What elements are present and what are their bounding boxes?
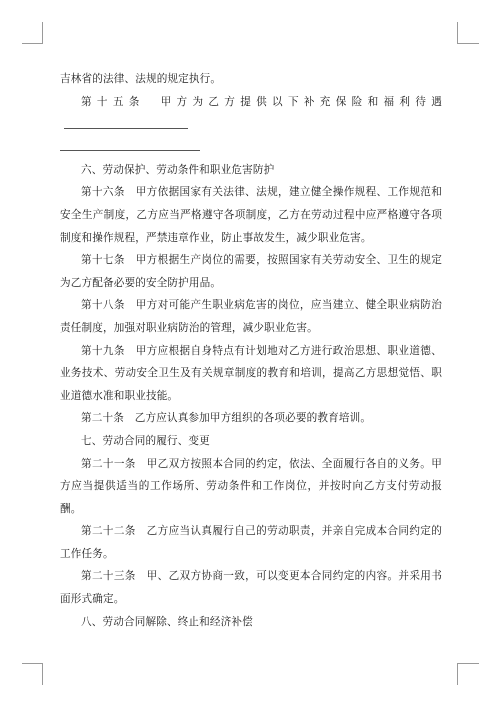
crop-mark-top-left-v <box>42 22 43 44</box>
article-19: 第十九条 甲方应根据自身特点有计划地对乙方进行政治思想、职业道德、业务技术、劳动安全卫生及有关规章制度的教育和培训，提高乙方思想觉悟、职业道德水准和职业技能。 <box>60 344 442 402</box>
crop-mark-bottom-left-v <box>42 663 43 685</box>
section-heading-7: 七、劳动合同的履行、变更 <box>81 434 210 447</box>
article-18: 第十八条 甲方对可能产生职业病危害的岗位，应当建立、健全职业病防治责任制度，加强对职业病防治的管理，减少职业危害。 <box>60 299 442 334</box>
fill-in-blank-line <box>64 117 188 129</box>
article-22: 第二十二条 乙方应当认真履行自己的劳动职责，并亲自完成本合同约定的工作任务。 <box>60 525 442 560</box>
article-20: 第二十条 乙方应认真参加甲方组织的各项必要的教育培训。 <box>81 412 372 425</box>
document-body <box>60 68 442 633</box>
article-15-text: 第十五条 甲方为乙方提供以下补充保险和福利待遇 <box>81 95 442 108</box>
fill-in-blank-line-2 <box>60 136 200 151</box>
article-17: 第十七条 甲方根据生产岗位的需要，按照国家有关劳动安全、卫生的规定为乙方配备必要的安全防护用品。 <box>60 254 442 289</box>
paragraph-continuation: 吉林省的法律、法规的规定执行。 <box>60 73 222 85</box>
crop-mark-top-left-h <box>22 43 43 44</box>
section-heading-8: 八、劳动合同解除、终止和经济补偿 <box>81 615 253 628</box>
crop-mark-bottom-right-v <box>457 663 458 685</box>
article-16: 第十六条 甲方依据国家有关法律、法规，建立健全操作规程、工作规范和安全生产制度，乙方应当严格遵守各项制度，乙方在劳动过程中应严格遵守各项制度和操作规程，严禁违章作业，防止事故发生，减少职业危害。 <box>60 186 442 244</box>
crop-mark-bottom-right-h <box>458 663 479 664</box>
article-15 <box>60 91 442 136</box>
article-21: 第二十一条 甲乙双方按照本合同的约定，依法、全面履行各自的义务。甲方应当提供适当的工作场所、劳动条件和工作岗位，并按时向乙方支付劳动报酬。 <box>60 457 442 515</box>
crop-mark-top-right-h <box>458 43 479 44</box>
crop-mark-top-right-v <box>457 22 458 44</box>
crop-mark-bottom-left-h <box>22 663 43 664</box>
section-heading-6: 六、劳动保护、劳动条件和职业危害防护 <box>81 163 275 176</box>
article-23: 第二十三条 甲、乙双方协商一致，可以变更本合同约定的内容。并采用书面形式确定。 <box>60 570 442 606</box>
